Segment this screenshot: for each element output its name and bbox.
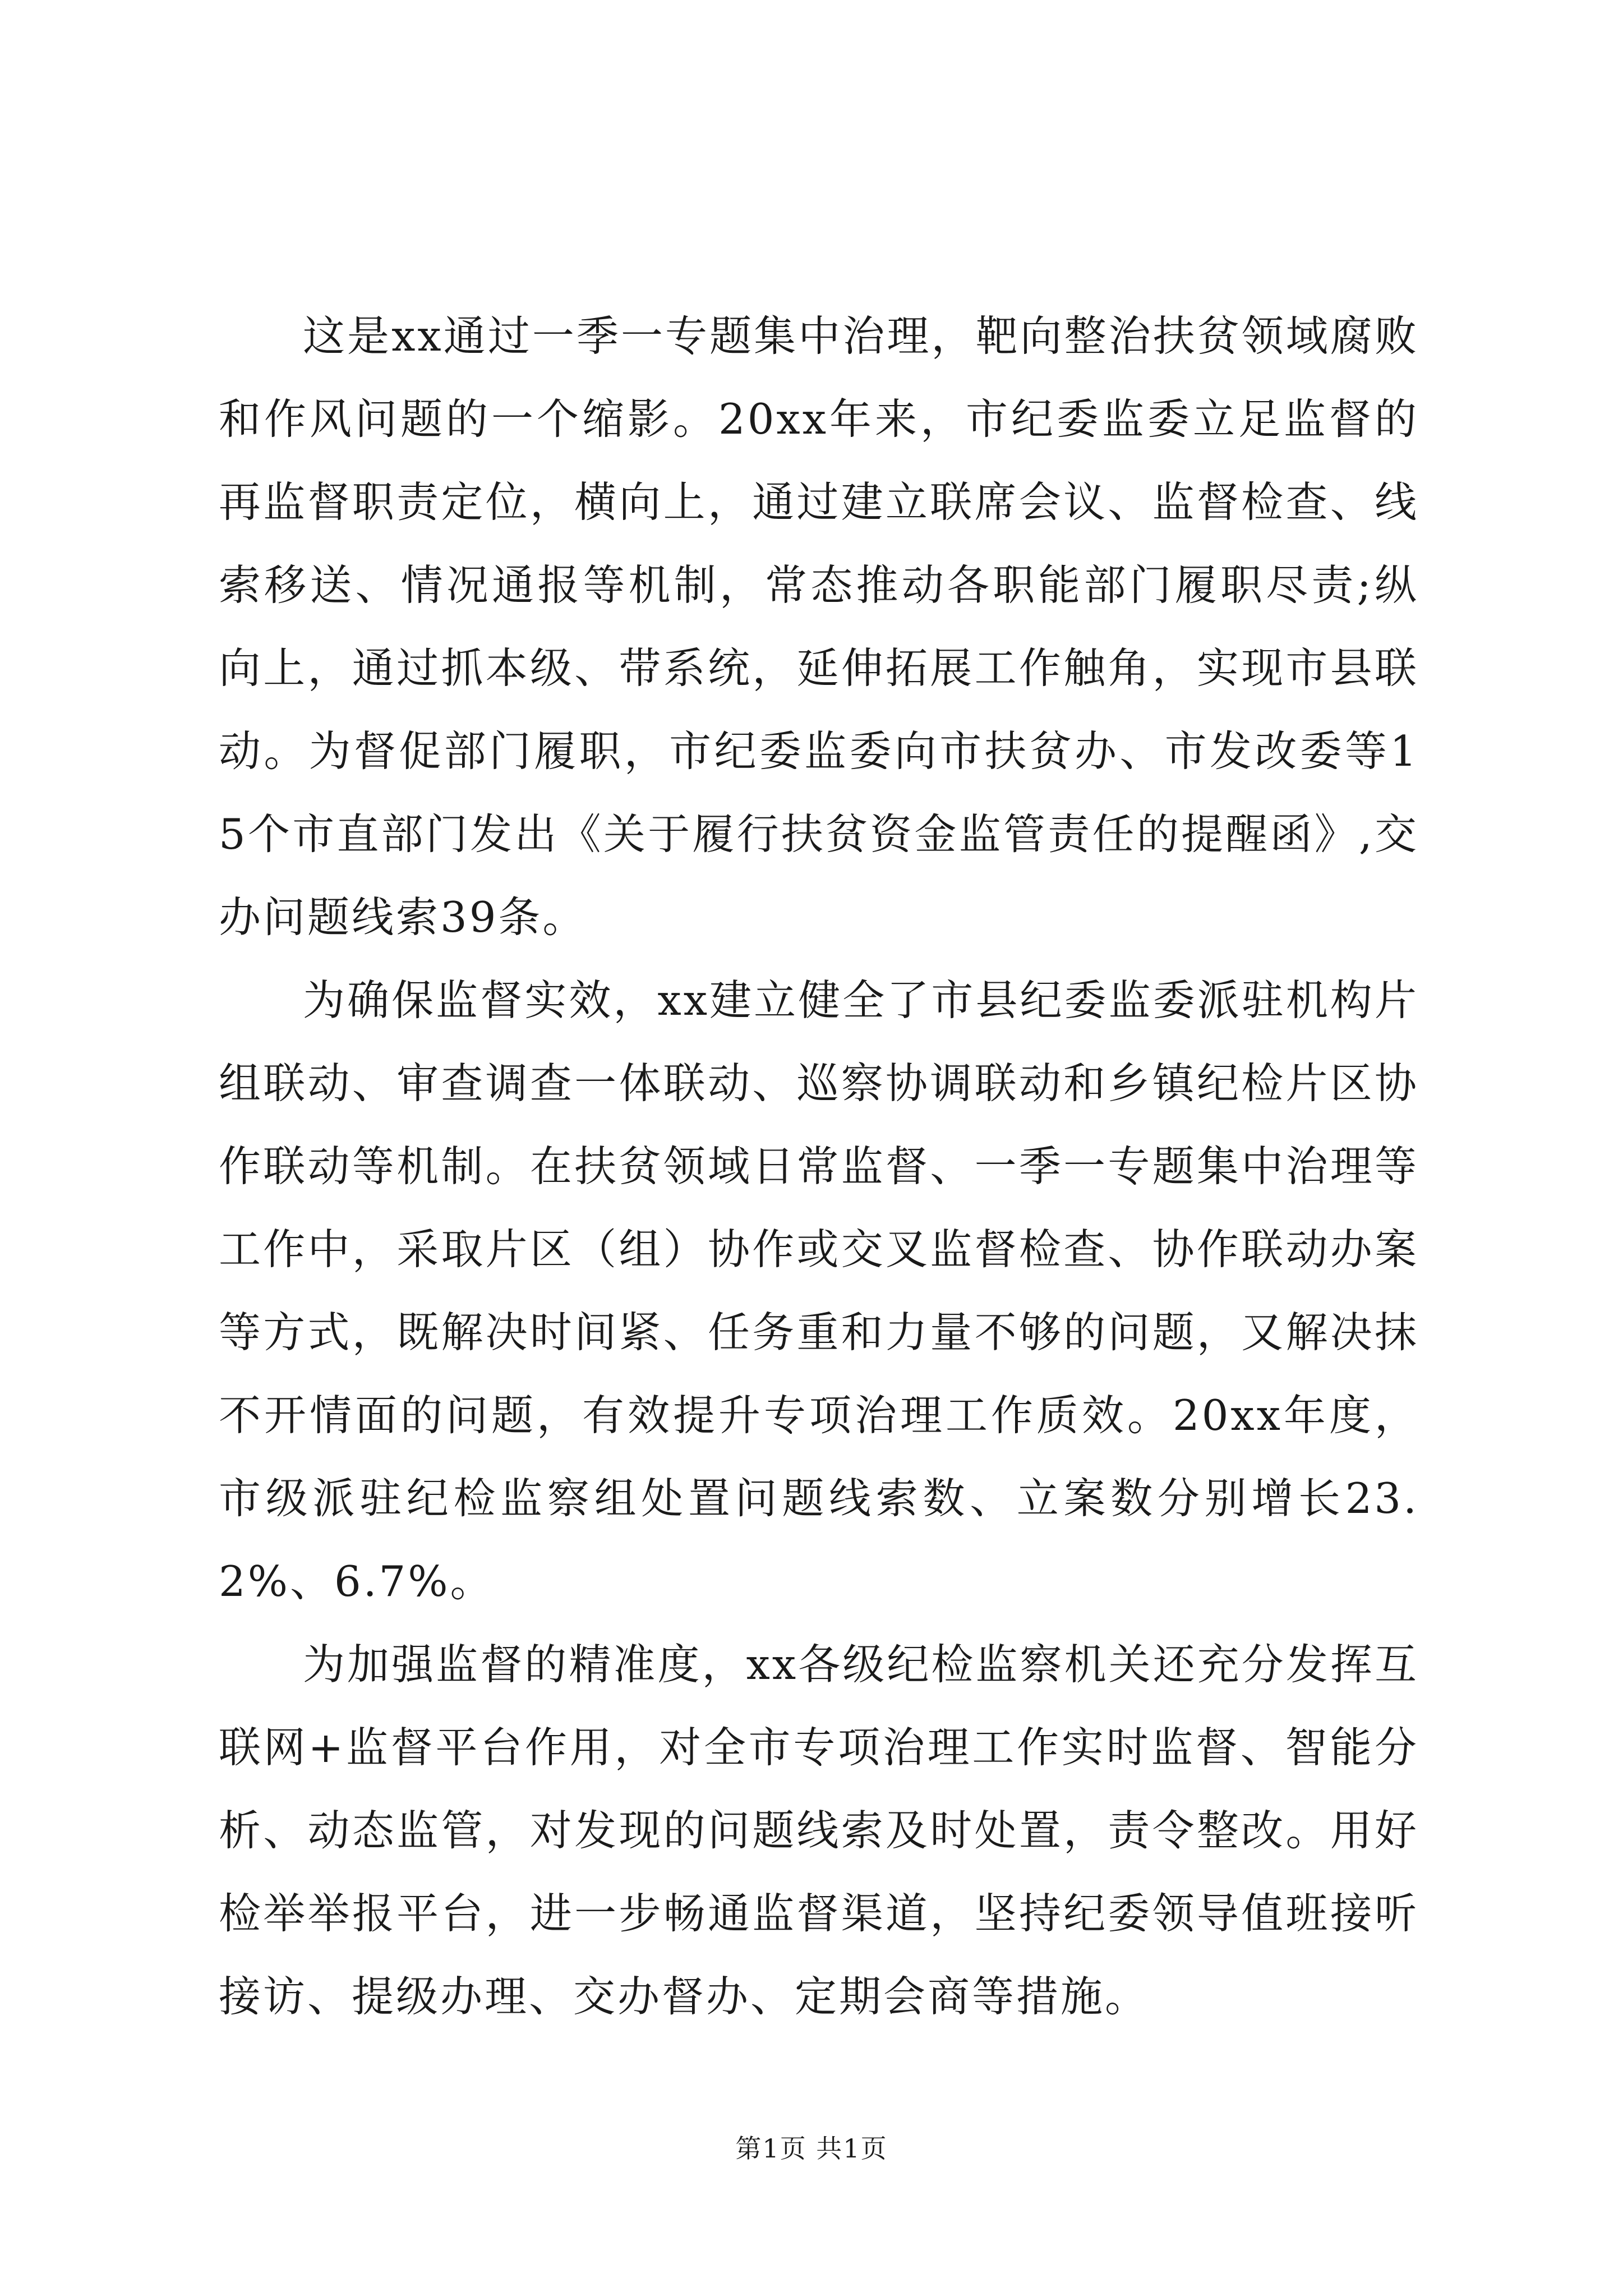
paragraph-2: 为确保监督实效，xx建立健全了市县纪委监委派驻机构片组联动、审查调查一体联动、巡察协调联动和乡镇纪检片区协作联动等机制。在扶贫领域日常监督、一季一专题集中治理等工作中，采取片区（组）协作或交叉监督检查、协作联动办案等方式，既解决时间紧、任务重和力量不够的问题，又解决抹不开情面的问题，有效提升专项治理工作质效。20xx年度，市级派驻纪检监察组处置问题线索数、立案数分别增长23.2%、6.7%。 xyxy=(219,976,1419,1606)
page-footer: 第1页 共1页 xyxy=(735,2133,888,2164)
paragraph-1: 这是xx通过一季一专题集中治理，靶向整治扶贫领域腐败和作风问题的一个缩影。20xx年来，市纪委监委立足监督的再监督职责定位，横向上，通过建立联席会议、监督检查、线索移送、情况通报等机制，常态推动各职能部门履职尽责;纵向上，通过抓本级、带系统，延伸拓展工作触角，实现市县联动。为督促部门履职，市纪委监委向市扶贫办、市发改委等15个市直部门发出《关于履行扶贫资金监管责任的提醒函》,交办问题线索39条。 xyxy=(219,311,1419,942)
document-body xyxy=(219,295,1419,2038)
paragraph-3: 为加强监督的精准度，xx各级纪检监察机关还充分发挥互联网+监督平台作用，对全市专项治理工作实时监督、智能分析、动态监管，对发现的问题线索及时处置，责令整改。用好检举举报平台，进一步畅通监督渠道，坚持纪委领导值班接听接访、提级办理、交办督办、定期会商等措施。 xyxy=(219,1640,1419,2021)
